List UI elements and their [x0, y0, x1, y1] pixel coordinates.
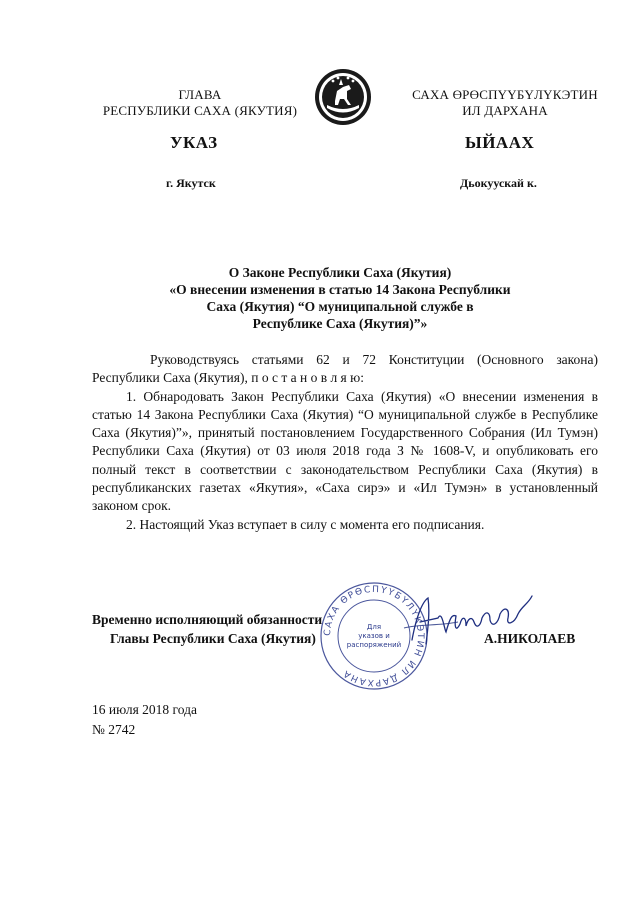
preamble-paragraph: Руководствуясь статьями 62 и 72 Конституции (Основного закона) Республики Саха (Якутия), п о с т а н о в л я ю: — [92, 352, 598, 386]
header-left-line2: РЕСПУБЛИКИ САХА (ЯКУТИЯ) — [102, 103, 298, 118]
stamp-inner-line-2: указов и — [358, 632, 390, 640]
document-footer — [92, 700, 197, 740]
city-left: г. Якутск — [166, 176, 216, 190]
document-body — [92, 351, 598, 534]
header-left-line1: ГЛАВА — [178, 87, 222, 102]
title-line-2: «О внесении изменения в статью 14 Закона Республики — [169, 282, 511, 297]
document-title — [100, 264, 580, 332]
signatory-position — [92, 610, 322, 648]
document-number: № 2742 — [92, 722, 136, 737]
stamp-outer-text: САХА ӨРӨСПҮҮБҮЛҮКЭТИН ИЛ ДАРХАНА — [322, 584, 426, 688]
doc-type-right: ЫЙААХ — [465, 133, 535, 152]
stamp-inner-line-3: распоряжений — [346, 641, 402, 649]
header-right-block — [385, 87, 625, 119]
city-right: Дьокуускай к. — [460, 176, 537, 190]
header-left-block — [80, 87, 320, 119]
item-1-paragraph: 1. Обнародовать Закон Республики Саха (Якутия) «О внесении изменения в статью 14 Закона Республики Саха (Якутия) “О муниципальной службе в Республике Саха (Якутия)”», принятый постановлением Государственного Собрания (Ил Тумэн) Республики Саха (Якутия) от 03 июля 2018 года З № 1608-V, и опубликовать его полный текст в соответствии с законодательством Республики Саха (Якутия) в республиканских газетах «Якутия», «Саха сирэ» и «Ил Тумэн» в установленный законом срок. — [92, 388, 598, 514]
title-line-1: О Законе Республики Саха (Якутия) — [228, 265, 452, 280]
title-line-4: Республике Саха (Якутия)”» — [252, 316, 428, 331]
emblem-icon — [313, 67, 373, 127]
title-line-3: Саха (Якутия) “О муниципальной службе в — [206, 299, 474, 314]
document-date: 16 июля 2018 года — [92, 702, 197, 717]
header-right-line1: САХА ӨРӨСПҮҮБҮЛҮКЭТИН — [412, 87, 598, 102]
header-right-line2: ИЛ ДАРХАНА — [462, 103, 548, 118]
signatory-name: А.НИКОЛАЕВ — [484, 631, 576, 646]
signatory-position-line-2: Главы Республики Саха (Якутия) — [110, 631, 316, 646]
signatory-position-line-1: Временно исполняющий обязанности — [92, 612, 323, 627]
stamp-inner-line-1: Для — [366, 623, 382, 631]
doc-type-left: УКАЗ — [170, 133, 218, 152]
item-2-paragraph: 2. Настоящий Указ вступает в силу с момента его подписания. — [126, 516, 485, 532]
